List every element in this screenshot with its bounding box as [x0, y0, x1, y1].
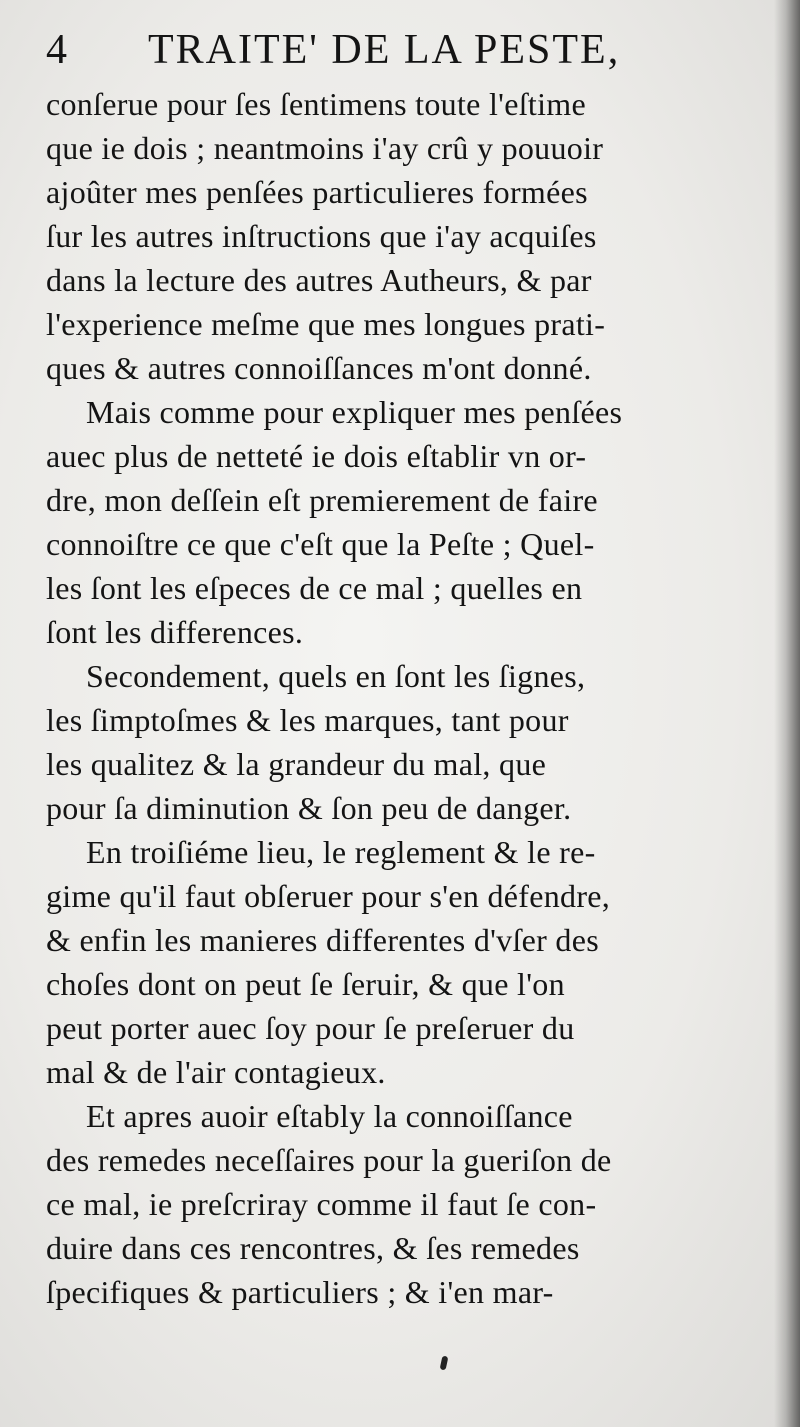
- text-line: dre, mon deſſein eſt premierement de faire: [46, 482, 598, 518]
- text-line: que ie dois ; neantmoins i'ay crû y pouuoir: [46, 130, 604, 166]
- text-line: duire dans ces rencontres, & ſes remedes: [46, 1230, 580, 1266]
- text-line: les qualitez & la grandeur du mal, que: [46, 746, 547, 782]
- text-line: ques & autres connoiſſances m'ont donné.: [46, 350, 592, 386]
- text-line: ce mal, ie preſcriray comme il faut ſe con-: [46, 1186, 597, 1222]
- text-line: ajoûter mes penſées particulieres formées: [46, 174, 588, 210]
- page-number: 4: [46, 27, 67, 73]
- text-line: peut porter auec ſoy pour ſe preſeruer du: [46, 1010, 575, 1046]
- text-line: mal & de l'air contagieux.: [46, 1054, 386, 1090]
- text-line: conſerue pour ſes ſentimens toute l'eſtime: [46, 86, 586, 122]
- ink-mark: [437, 1356, 451, 1378]
- paragraph-first-line: Mais comme pour expliquer mes penſées: [86, 394, 623, 430]
- paragraph-first-line: Secondement, quels en ſont les ſignes,: [86, 658, 586, 694]
- ink-dot: [440, 1356, 449, 1371]
- text-line: ſont les differences.: [46, 614, 304, 650]
- body-text: [46, 82, 758, 1314]
- text-line: l'experience meſme que mes longues prati-: [46, 306, 606, 342]
- text-line: ſpecifiques & particuliers ; & i'en mar-: [46, 1274, 554, 1310]
- text-line: choſes dont on peut ſe ſeruir, & que l'on: [46, 966, 565, 1002]
- text-line: gime qu'il faut obſeruer pour s'en défendre,: [46, 878, 611, 914]
- text-line: connoiſtre ce que c'eſt que la Peſte ; Quel-: [46, 526, 595, 562]
- paragraph-first-line: En troiſiéme lieu, le reglement & le re-: [86, 834, 596, 870]
- text-line: des remedes neceſſaires pour la gueriſon de: [46, 1142, 612, 1178]
- text-line: ſur les autres inſtructions que i'ay acquiſes: [46, 218, 597, 254]
- text-line: auec plus de netteté ie dois eſtablir vn or-: [46, 438, 587, 474]
- text-line: dans la lecture des autres Autheurs, & par: [46, 262, 592, 298]
- paragraph-first-line: Et apres auoir eſtably la connoiſſance: [86, 1098, 573, 1134]
- text-line: les ſont les eſpeces de ce mal ; quelles en: [46, 570, 583, 606]
- running-title: TRAITE' DE LA PESTE,: [148, 27, 621, 73]
- text-line: les ſimptoſmes & les marques, tant pour: [46, 702, 569, 738]
- page-edge-shadow: [774, 0, 800, 1427]
- text-line: pour ſa diminution & ſon peu de danger.: [46, 790, 572, 826]
- text-line: & enfin les manieres differentes d'vſer des: [46, 922, 599, 958]
- page-header: [40, 22, 760, 78]
